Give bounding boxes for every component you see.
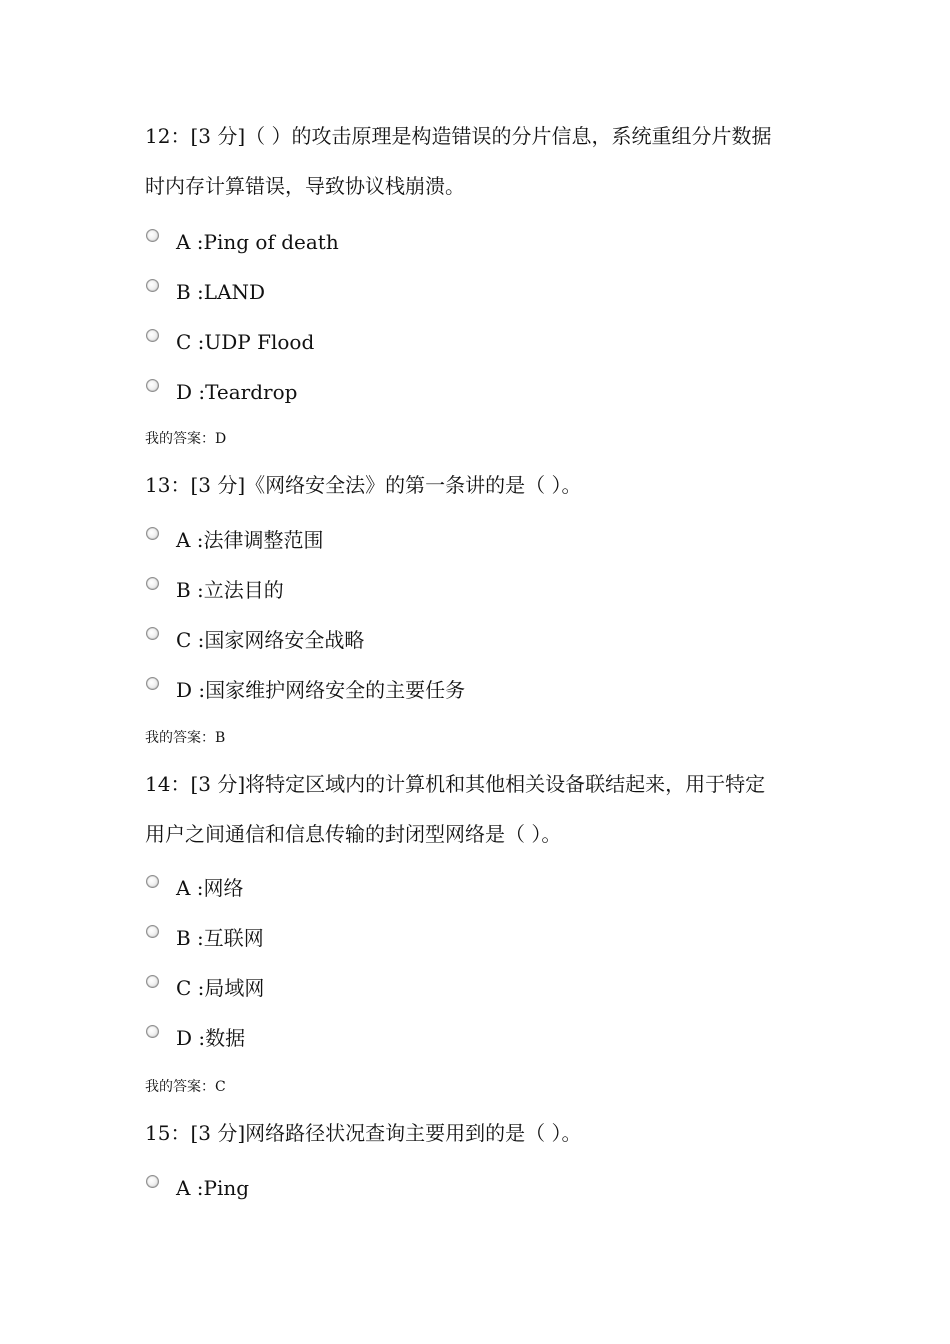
question-13-option-c[interactable]: [146, 627, 746, 657]
question-13-text: [145, 460, 815, 510]
question-13-option-d[interactable]: [146, 677, 746, 707]
option-label: C :局域网: [176, 976, 265, 1000]
option-label: C :国家网络安全战略: [176, 628, 365, 652]
option-label: A :网络: [176, 876, 244, 900]
option-label: A :Ping: [176, 1176, 250, 1200]
radio-button-icon[interactable]: [146, 925, 159, 938]
radio-button-icon[interactable]: [146, 577, 159, 590]
question-14-my-answer: 我的答案：C: [145, 1079, 226, 1095]
option-label: A :法律调整范围: [176, 528, 324, 552]
option-label: D :数据: [176, 1026, 246, 1050]
radio-button-icon[interactable]: [146, 627, 159, 640]
option-label: D :Teardrop: [176, 380, 298, 404]
question-14-text: [145, 759, 815, 859]
question-14-option-a[interactable]: [146, 875, 746, 905]
radio-button-icon[interactable]: [146, 379, 159, 392]
radio-button-icon[interactable]: [146, 1175, 159, 1188]
option-label: B :LAND: [176, 280, 266, 304]
radio-button-icon[interactable]: [146, 677, 159, 690]
option-label: D :国家维护网络安全的主要任务: [176, 678, 466, 702]
question-14-line-2: 用户之间通信和信息传输的封闭型网络是（ ）。: [145, 822, 562, 846]
question-12-option-d[interactable]: [146, 379, 746, 409]
question-13-line-1: 13：[3 分]《网络安全法》的第一条讲的是（ ）。: [145, 473, 582, 497]
question-15-option-a[interactable]: [146, 1175, 746, 1205]
question-14-option-c[interactable]: [146, 975, 746, 1005]
radio-button-icon[interactable]: [146, 975, 159, 988]
question-14-line-1: 14：[3 分]将特定区域内的计算机和其他相关设备联结起来，用于特定: [145, 772, 766, 796]
question-14-option-d[interactable]: [146, 1025, 746, 1055]
question-13-option-b[interactable]: [146, 577, 746, 607]
question-12-option-b[interactable]: [146, 279, 746, 309]
radio-button-icon[interactable]: [146, 527, 159, 540]
radio-button-icon[interactable]: [146, 875, 159, 888]
question-12-line-1: 12：[3 分]（ ）的攻击原理是构造错误的分片信息，系统重组分片数据: [145, 124, 772, 148]
radio-button-icon[interactable]: [146, 1025, 159, 1038]
question-12-option-c[interactable]: [146, 329, 746, 359]
option-label: B :互联网: [176, 926, 264, 950]
question-13-my-answer: 我的答案：B: [145, 730, 226, 746]
question-12-option-a[interactable]: [146, 229, 746, 259]
radio-button-icon[interactable]: [146, 279, 159, 292]
question-15-line-1: 15：[3 分]网络路径状况查询主要用到的是（ ）。: [145, 1121, 582, 1145]
question-13-option-a[interactable]: [146, 527, 746, 557]
radio-button-icon[interactable]: [146, 229, 159, 242]
option-label: C :UDP Flood: [176, 330, 315, 354]
option-label: A :Ping of death: [176, 230, 339, 254]
question-12-line-2: 时内存计算错误，导致协议栈崩溃。: [145, 174, 465, 198]
question-12-my-answer: 我的答案：D: [145, 431, 227, 447]
option-label: B :立法目的: [176, 578, 284, 602]
question-12-text: [145, 111, 815, 211]
question-14-option-b[interactable]: [146, 925, 746, 955]
radio-button-icon[interactable]: [146, 329, 159, 342]
question-15-text: [145, 1108, 815, 1158]
